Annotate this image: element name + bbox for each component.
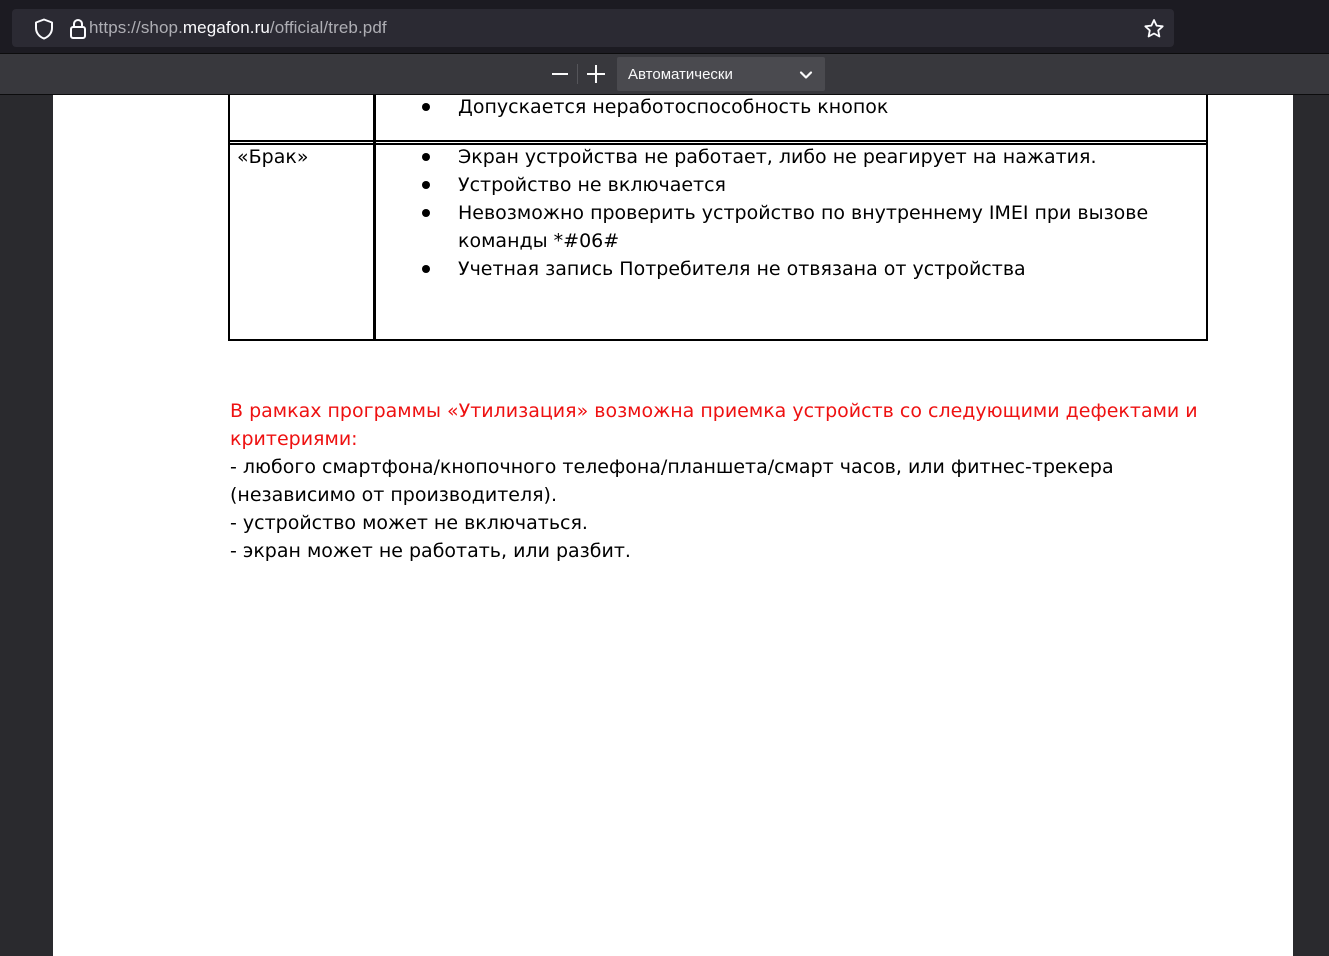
url-prefix: https://shop. [89,18,183,37]
table-cell-text: Устройство не включается [458,174,726,196]
table-border-bottom [228,339,1208,341]
table-row-divider [228,140,1208,142]
table-border-right [1206,95,1208,341]
bullet [422,153,430,161]
list-item: - экран может не работать, или разбит. [230,540,631,562]
table-cell-text: Невозможно проверить устройство по внутреннему IMEI при вызове [458,202,1149,224]
pdf-viewer[interactable] [0,95,1329,956]
lock-icon[interactable] [66,17,90,41]
table-cell-text: Учетная запись Потребителя не отвязана от устройства [458,258,1026,280]
minus-icon [551,65,569,83]
plus-icon [586,64,606,84]
url-path: /official/treb.pdf [269,18,387,37]
star-icon[interactable] [1142,17,1166,41]
bullet [422,265,430,273]
defects-table [228,95,1208,341]
list-item: (независимо от производителя). [230,484,557,506]
table-border-left [228,95,230,341]
shield-icon[interactable] [32,17,56,41]
bullet [422,103,430,111]
address-bar[interactable] [12,9,1174,47]
list-item: - устройство может не включаться. [230,512,588,534]
toolbar-separator [577,64,578,84]
url-host: megafon.ru [182,18,270,37]
browser-toolbar [0,0,1329,54]
table-category-label: «Брак» [237,146,309,168]
zoom-select[interactable] [617,57,825,91]
url-text[interactable] [89,18,387,38]
zoom-out-button[interactable] [544,60,576,88]
bullet [422,181,430,189]
utilization-heading-cont: критериями: [230,428,358,450]
utilization-heading: В рамках программы «Утилизация» возможна приемка устройств со следующими дефектами и [230,400,1198,422]
table-cell-text: Допускается неработоспособность кнопок [458,96,889,118]
chevron-down-icon [799,68,813,82]
pdf-page [53,95,1293,956]
table-column-divider [373,95,376,341]
pdf-toolbar [0,54,1329,95]
list-item: - любого смартфона/кнопочного телефона/планшета/смарт часов, или фитнес-трекера [230,456,1114,478]
zoom-in-button[interactable] [580,60,612,88]
table-cell-text: команды *#06# [458,230,620,252]
table-cell-text: Экран устройства не работает, либо не реагирует на нажатия. [458,146,1097,168]
zoom-select-value: Автоматически [628,66,733,83]
bullet [422,209,430,217]
